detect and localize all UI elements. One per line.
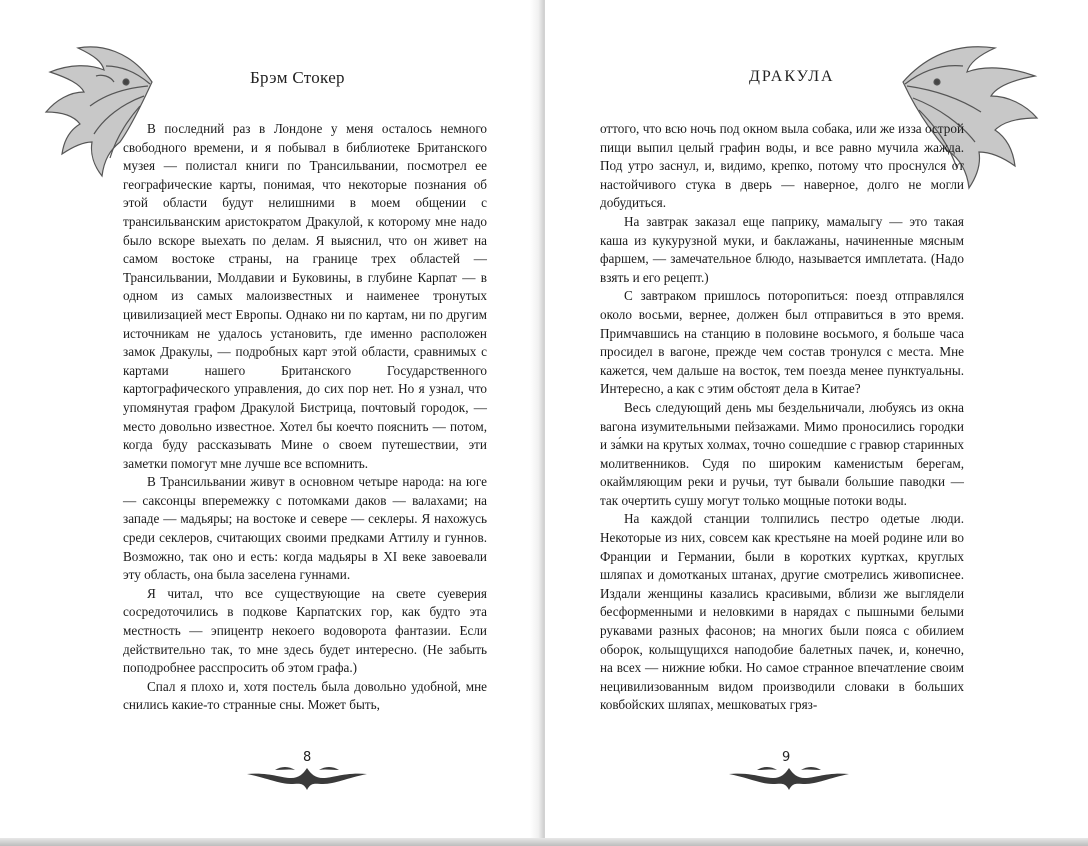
tribal-ornament-right-icon — [727, 762, 851, 792]
paragraph: Спал я плохо и, хотя постель была довольно удобной, мне снились какие-то странные сны. Может быть, — [123, 678, 487, 713]
page-number-left: 8 — [303, 750, 312, 765]
right-page — [545, 0, 1088, 846]
paragraph: Весь следующий день мы бездельничали, любуясь из окна вагона изумительными пейзажами. Мимо проносились городки и за́мки на крутых холмах, точно сошедшие с гравюр старинных молитвенников. Судя по широким каменистым берегам, окаймляющим реки и ручьи, тут бывали большие паводки — так очертить сушу могут только мощные потоки воды. — [600, 399, 964, 508]
page-number-right: 9 — [782, 750, 791, 765]
tribal-ornament-left-icon — [245, 762, 369, 792]
book-bottom-edge — [0, 838, 1088, 846]
paragraph: В последний раз в Лондоне у меня осталось немного свободного времени, и я побывал в библиотеке Британского музея — полистал книги по Трансильвании, посмотрел ее географические карты, понимая, что некоторые познания об этой области будут нелишними в моем общении с трансильванским аристократом Дракулой, к которому мне надо было вскоре выехать по делам. Я выяснил, что он живет на самом востоке страны, на границе трех областей — Трансильвании, Молдавии и Буковины, в глубине Карпат — в одном из самых малоизвестных и наименее тронутых цивилизацией мест Европы. Однако ни по картам, ни по другим источникам не удалось установить, где именно расположен замок Дракулы, — подробных карт этой области, сравнимых с картами нашего Британского Государственного картографического управления, до сих пор нет. Но я узнал, что упомянутая графом Дракулой Бистрица, почтовый городок, — место довольно известное. Хотел бы коечто пояснить — потом, когда буду рассказывать Мине о своем путешествии, эти заметки помогут мне лучше все вспомнить. — [123, 121, 487, 471]
paragraph: С завтраком пришлось поторопиться: поезд отправлялся около восьми, вернее, должен был отправиться в это время. Примчавшись на станцию в половине восьмого, я больше часа просидел в вагоне, прежде чем состав тронулся с места. Мне кажется, чем дальше на восток, тем поезда менее пунктуальны. Интересно, а как с этим обстоят дела в Китае? — [600, 288, 964, 397]
paragraph: На каждой станции толпились пестро одетые люди. Некоторые из них, совсем как крестьяне на моей родине или во Франции и Германии, были в коротких куртках, круглых шляпах и домотканых штанах, другие смотрелись живописнее. Издали женщины казались красивыми, вблизи же выглядели бесформенными и неловкими в нарядах с пышными белыми рукавами разных фасонов; на многих были пояса с обилием оборок, колыщущихся наподобие балетных пачек, и, конечно, на всех — нижние юбки. Но самое странное впечатление своим нецивилизованным видом производили словаки в больших ковбойских шляпах, мешковатых гряз- — [600, 511, 964, 713]
right-page-text — [600, 120, 964, 715]
left-page-text — [123, 120, 487, 715]
paragraph: Я читал, что все существующие на свете суеверия сосредоточились в подкове Карпатских гор, как будто эта местность — эпицентр некоего водоворота фантазии. Если действительно так, то мне здесь будет интересно. (Не забыть поподробнее расспросить об этом графа.) — [123, 585, 487, 676]
paragraph: оттого, что всю ночь под окном выла собака, или же изза острой пищи выпил целый графин воды, и все равно мучила жажда. Под утро заснул, и, видимо, крепко, потому что проснулся от настойчивого стука в дверь — наверное, долго не могли добудиться. — [600, 121, 964, 211]
running-head-author: Брэм Стокер — [250, 68, 345, 87]
paragraph: На завтрак заказал еще паприку, мамалыгу — это такая каша из кукурузной муки, и баклажаны, начиненные мясным фаршем, — замечательное блюдо, называется имплетата. (Надо взять и его рецепт.) — [600, 213, 964, 285]
paragraph: В Трансильвании живут в основном четыре народа: на юге — саксонцы вперемежку с потомками даков — валахами; на западе — мадьяры; на востоке и севере — секлеры. Я нахожусь среди секлеров, считающих своими предками Аттилу и гуннов. Возможно, так оно и есть: когда мадьяры в XI веке завоевали эту область, она была заселена гуннами. — [123, 474, 487, 583]
running-head-title: ДРАКУЛА — [749, 68, 835, 85]
left-page — [0, 0, 541, 846]
